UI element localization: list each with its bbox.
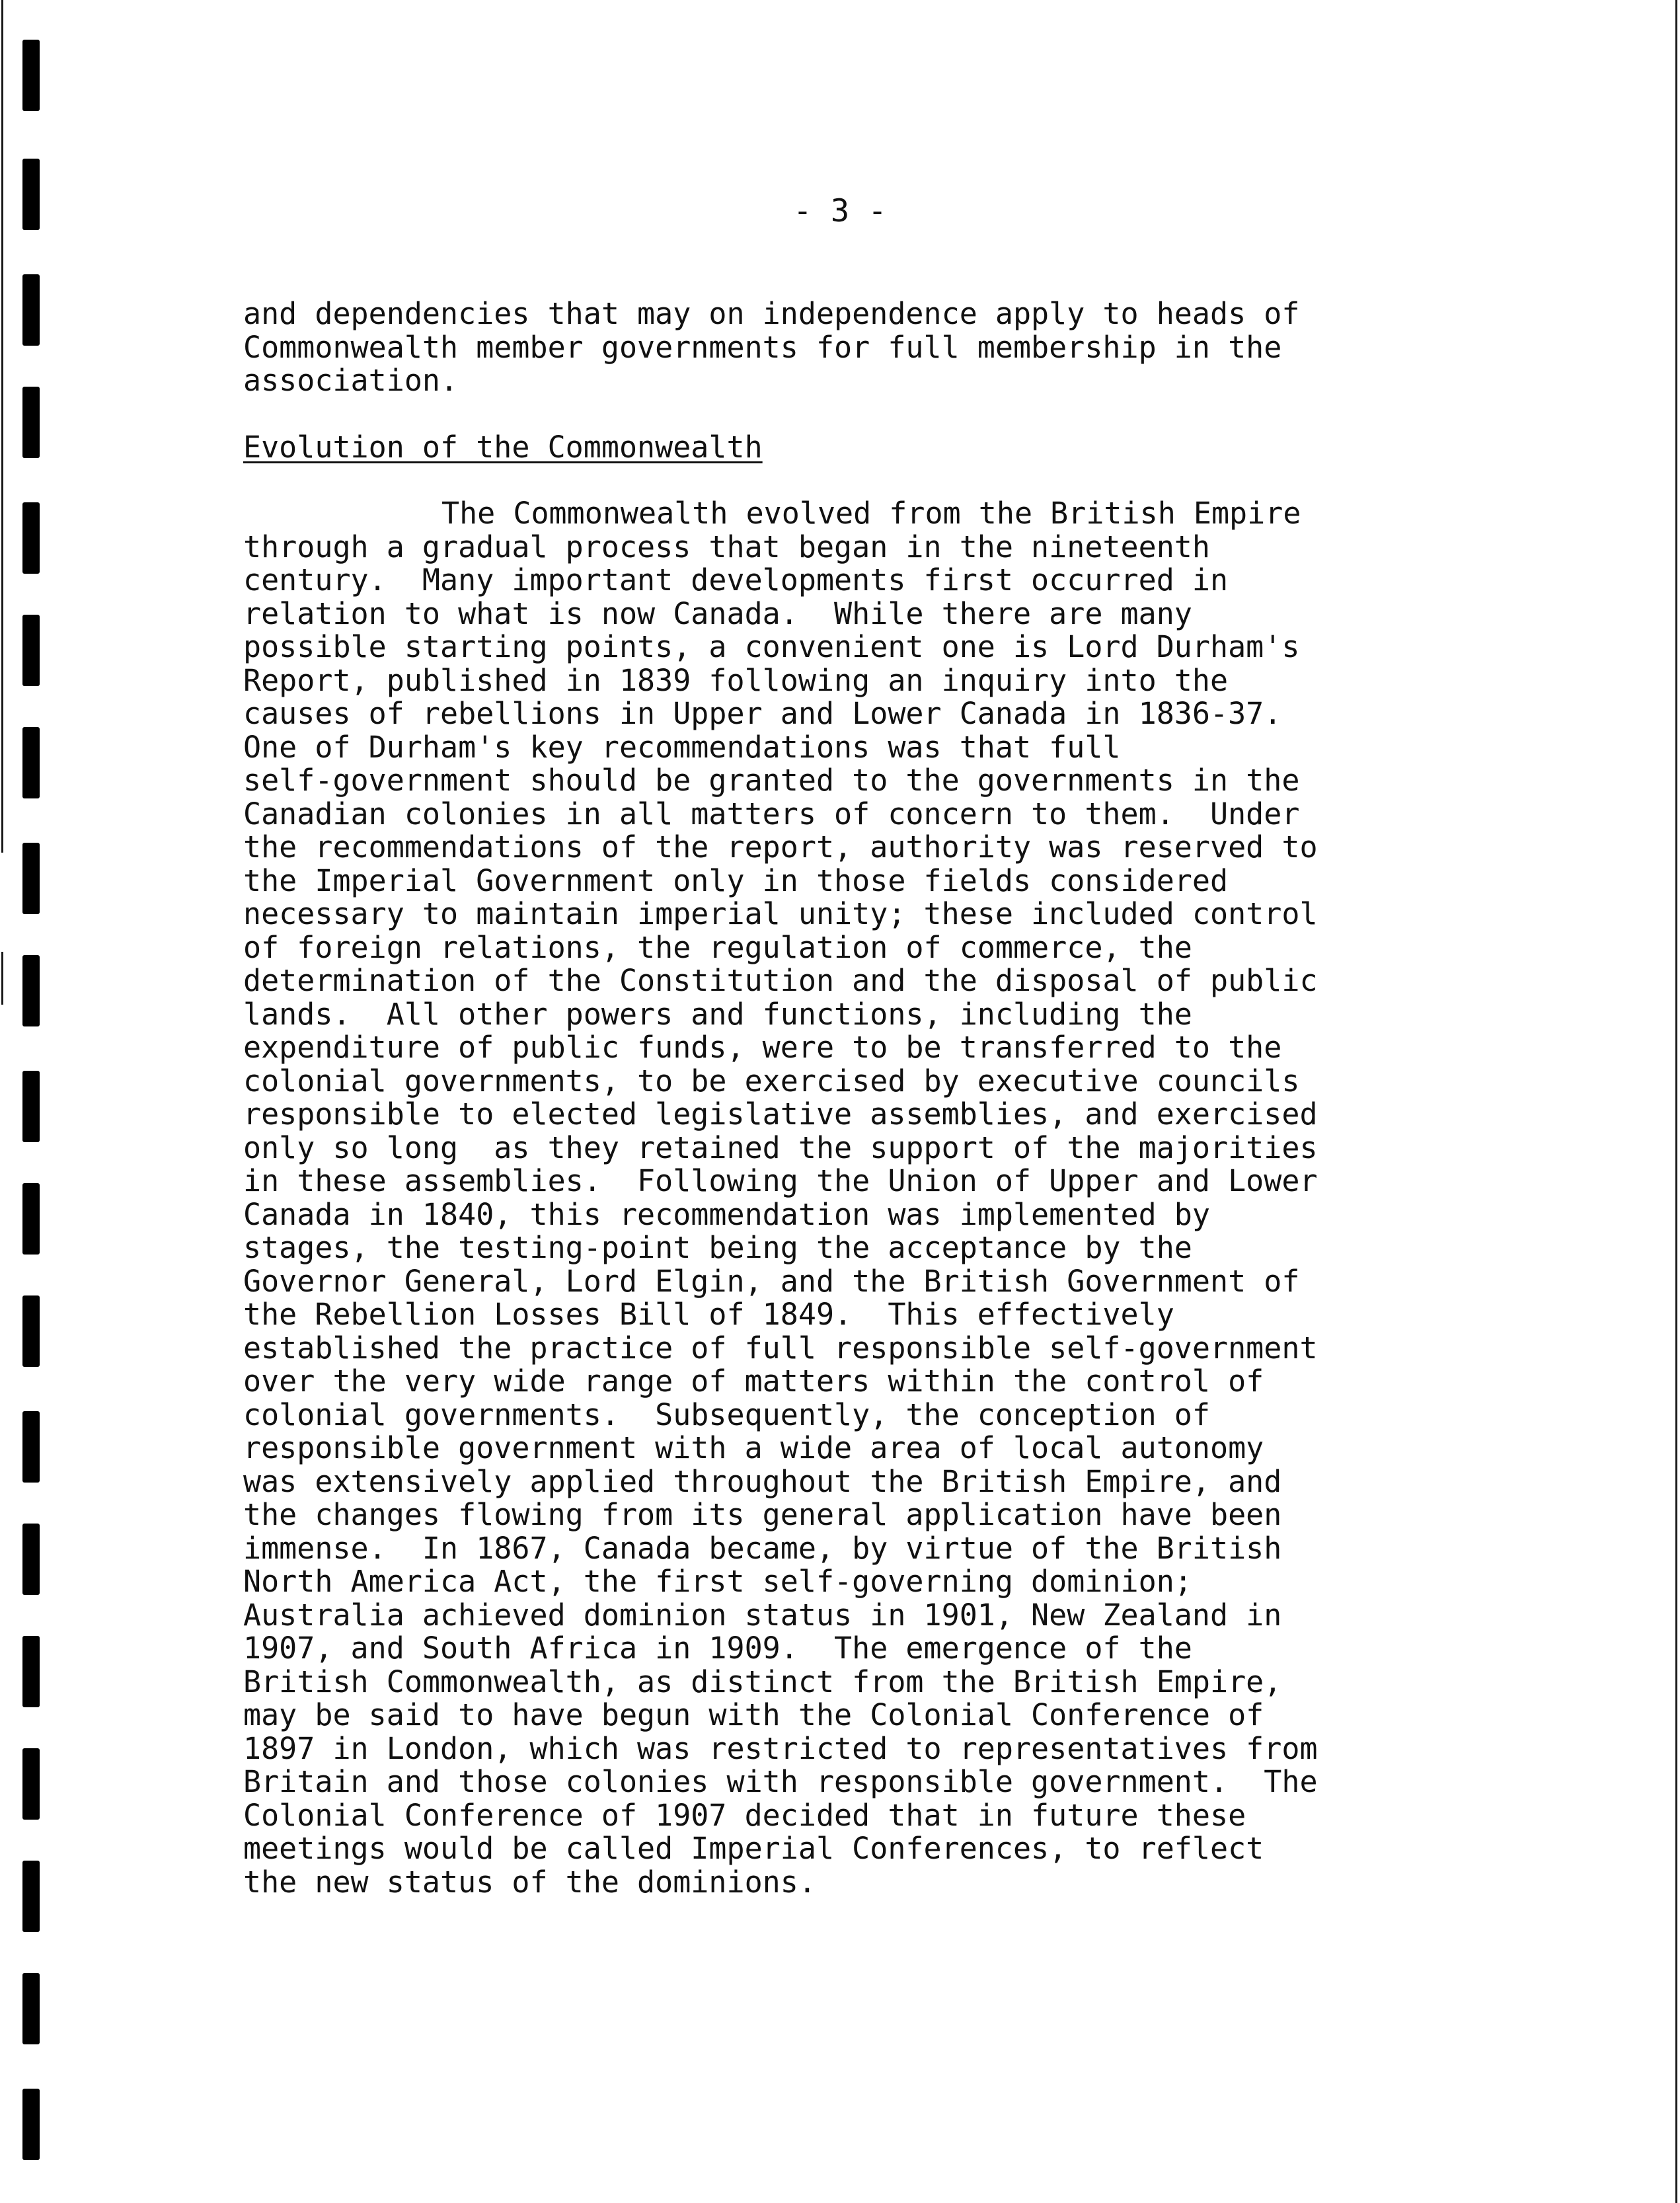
body-line: Governor General, Lord Elgin, and the British Government of bbox=[243, 1263, 1300, 1299]
body-line: responsible government with a wide area of local autonomy bbox=[243, 1430, 1264, 1465]
body-line: century. Many important developments first occurred in bbox=[243, 562, 1229, 598]
paragraph-gap bbox=[243, 398, 1446, 431]
binding-mark bbox=[22, 1636, 40, 1707]
body-line: the Imperial Government only in those fields considered bbox=[243, 863, 1229, 898]
paragraph-gap bbox=[243, 464, 1446, 497]
body-line: 1897 in London, which was restricted to representatives from bbox=[243, 1730, 1318, 1766]
page-number: - 3 - bbox=[793, 193, 887, 229]
body-line: lands. All other powers and functions, including the bbox=[243, 996, 1192, 1032]
body-line: North America Act, the first self-governing dominion; bbox=[243, 1564, 1192, 1599]
binding-mark bbox=[22, 502, 40, 574]
binding-mark bbox=[22, 1411, 40, 1483]
body-line: Canada in 1840, this recommendation was implemented by bbox=[243, 1196, 1210, 1232]
body-line: necessary to maintain imperial unity; these included control bbox=[243, 896, 1318, 931]
intro-line: and dependencies that may on independence apply to heads of bbox=[243, 296, 1300, 331]
body-line: the changes flowing from its general application have been bbox=[243, 1497, 1282, 1532]
section-heading: Evolution of the Commonwealth bbox=[243, 429, 763, 465]
body-line: 1907, and South Africa in 1909. The emergence of the bbox=[243, 1631, 1192, 1666]
body-line: determination of the Constitution and the disposal of public bbox=[243, 963, 1318, 998]
binding-mark bbox=[22, 955, 40, 1026]
intro-line: association. bbox=[243, 363, 459, 398]
binding-mark bbox=[22, 843, 40, 914]
body-line: possible starting points, a convenient one is Lord Durham's bbox=[243, 629, 1300, 664]
binding-mark bbox=[22, 615, 40, 686]
body-line: colonial governments, to be exercised by executive councils bbox=[243, 1063, 1300, 1099]
binding-mark bbox=[22, 274, 40, 346]
binding-mark bbox=[22, 1861, 40, 1932]
body-line: only so long as they retained the support of the majorities bbox=[243, 1130, 1318, 1165]
body-line: over the very wide range of matters within the control of bbox=[243, 1364, 1264, 1399]
body-line: The Commonwealth evolved from the British Empire bbox=[441, 496, 1301, 531]
body-line: may be said to have begun with the Colonial Conference of bbox=[243, 1697, 1264, 1732]
body-line: the recommendations of the report, authority was reserved to bbox=[243, 830, 1318, 865]
body-line: Britain and those colonies with responsible government. The bbox=[243, 1764, 1318, 1799]
body-line: the Rebellion Losses Bill of 1849. This effectively bbox=[243, 1297, 1174, 1332]
body-line: colonial governments. Subsequently, the conception of bbox=[243, 1397, 1210, 1432]
body-line: meetings would be called Imperial Conferences, to reflect bbox=[243, 1831, 1264, 1866]
binding-mark bbox=[22, 727, 40, 798]
body-line: through a gradual process that began in the nineteenth bbox=[243, 529, 1210, 564]
right-edge-line bbox=[1675, 0, 1677, 2203]
body-line: responsible to elected legislative assemblies, and exercised bbox=[243, 1097, 1318, 1132]
body-line: relation to what is now Canada. While there are many bbox=[243, 596, 1192, 631]
body-line: Report, published in 1839 following an inquiry into the bbox=[243, 662, 1229, 698]
body-line: self-government should be granted to the governments in the bbox=[243, 763, 1300, 798]
body-line: causes of rebellions in Upper and Lower Canada in 1836-37. bbox=[243, 696, 1282, 731]
left-edge-line bbox=[1, 0, 3, 853]
body-line: One of Durham's key recommendations was that full bbox=[243, 729, 1121, 765]
body-line: expenditure of public funds, were to be transferred to the bbox=[243, 1030, 1282, 1065]
body-line: was extensively applied throughout the British Empire, and bbox=[243, 1463, 1282, 1499]
binding-mark bbox=[22, 40, 40, 111]
body-line: immense. In 1867, Canada became, by virtue of the British bbox=[243, 1530, 1282, 1566]
body-line: Colonial Conference of 1907 decided that in future these bbox=[243, 1797, 1246, 1833]
binding-mark bbox=[22, 1183, 40, 1255]
intro-line: Commonwealth member governments for full membership in the bbox=[243, 329, 1282, 365]
body-line: established the practice of full responsible self-government bbox=[243, 1330, 1318, 1366]
body-line: of foreign relations, the regulation of commerce, the bbox=[243, 929, 1192, 965]
binding-mark bbox=[22, 2089, 40, 2160]
body-line: British Commonwealth, as distinct from the British Empire, bbox=[243, 1664, 1282, 1699]
left-edge-line-lower bbox=[1, 952, 3, 1005]
binding-mark bbox=[22, 387, 40, 458]
body-line: stages, the testing-point being the acceptance by the bbox=[243, 1230, 1192, 1265]
binding-mark bbox=[22, 1295, 40, 1367]
binding-mark bbox=[22, 1524, 40, 1595]
binding-mark bbox=[22, 1071, 40, 1142]
body-line: Australia achieved dominion status in 1901, New Zealand in bbox=[243, 1597, 1282, 1633]
binding-mark bbox=[22, 1973, 40, 2044]
body-line: in these assemblies. Following the Union of Upper and Lower bbox=[243, 1163, 1318, 1198]
body-line: the new status of the dominions. bbox=[243, 1864, 816, 1900]
binding-mark bbox=[22, 1748, 40, 1820]
text-block bbox=[243, 297, 1446, 1899]
body-line: Canadian colonies in all matters of concern to them. Under bbox=[243, 796, 1300, 831]
